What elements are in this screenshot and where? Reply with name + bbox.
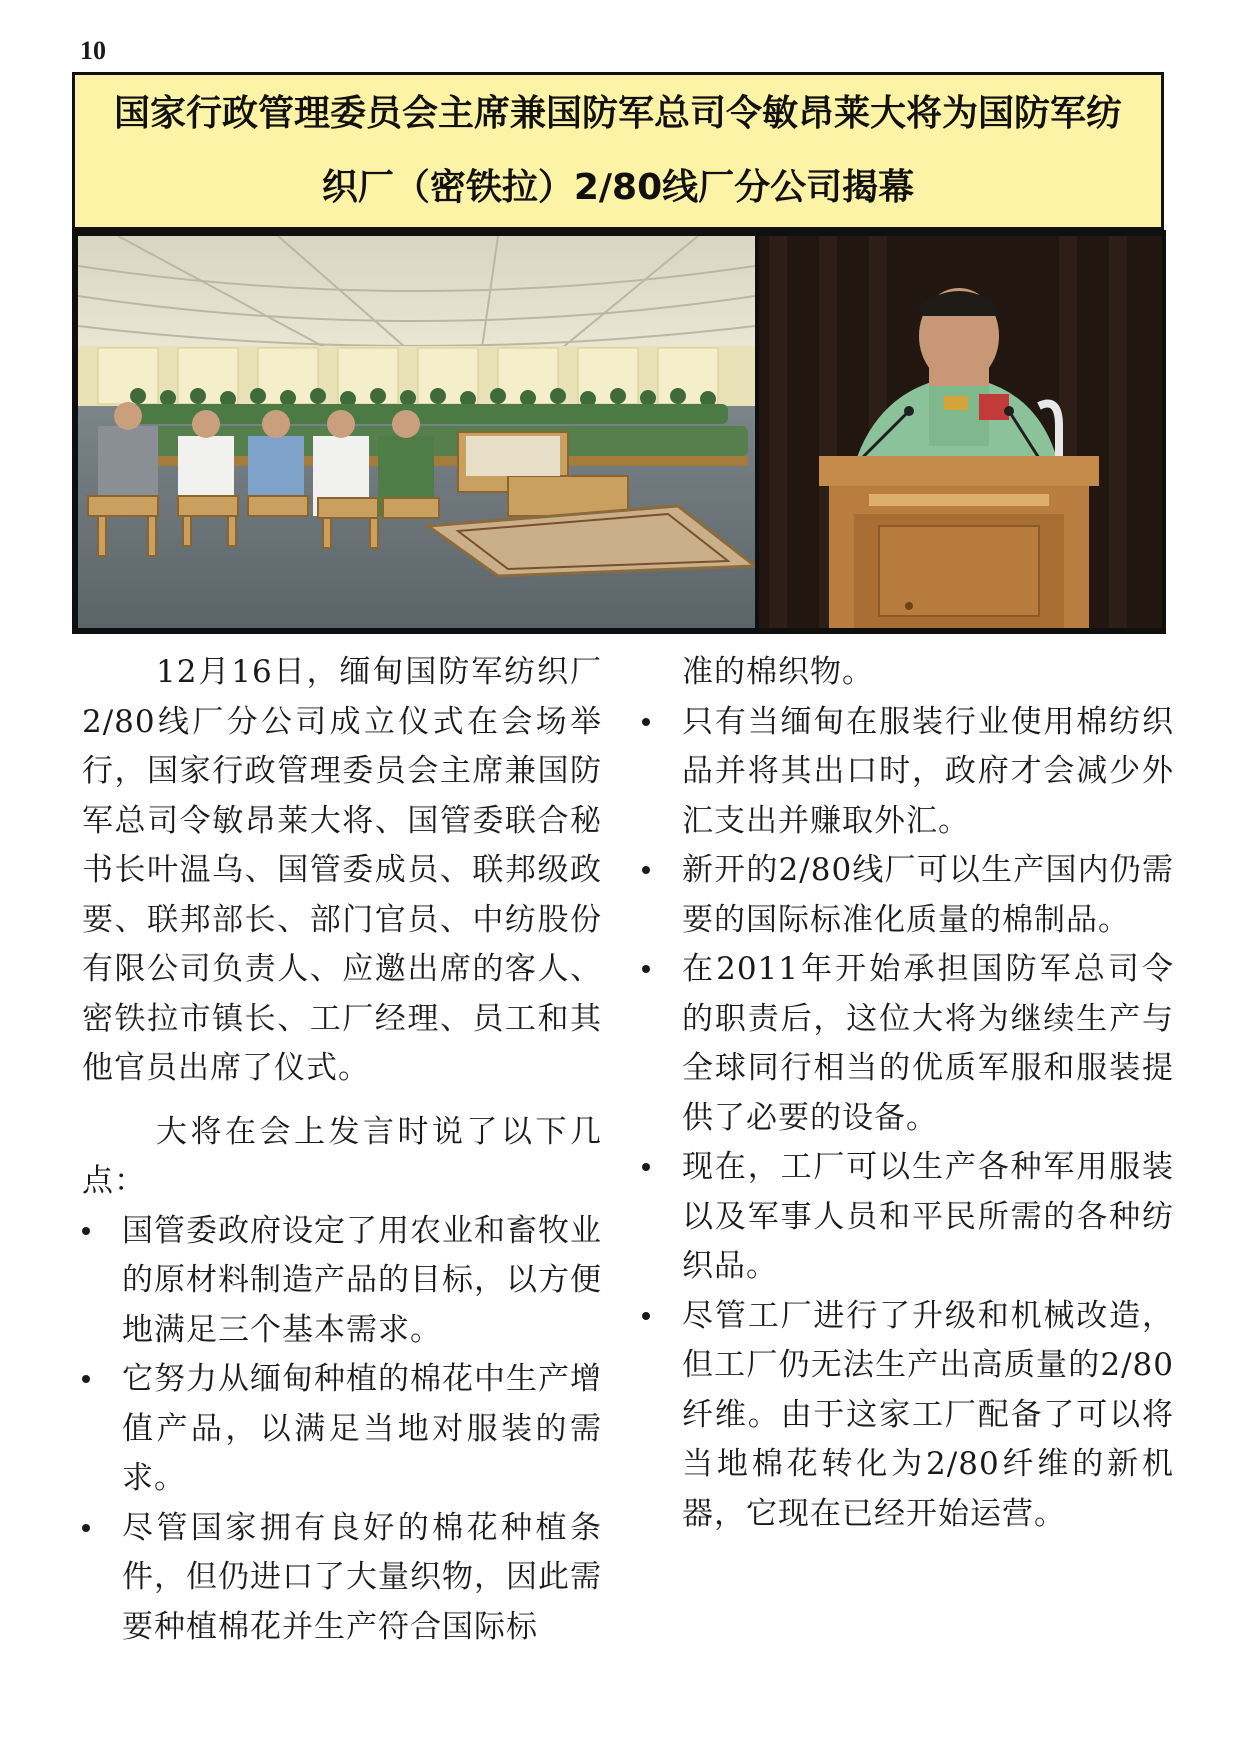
bullet-icon [642,1163,650,1171]
article-left-column [82,648,602,1652]
list-item: 新开的2/80线厂可以生产国内仍需要的国际标准化质量的棉制品。 [642,846,1174,945]
article-lead: 大将在会上发言时说了以下几点： [82,1113,602,1199]
bullet-icon [642,965,650,973]
headline-line-2: 织厂（密铁拉）2/80线厂分公司揭幕 [321,167,915,208]
photo-strip [72,230,1166,634]
bullet-icon [642,866,650,874]
bullet-icon [642,718,650,726]
bullet-list-left [82,1207,602,1653]
bullet-icon [82,1524,90,1532]
bullet-icon [642,1312,650,1320]
headline [114,77,1122,225]
list-item: 在2011年开始承担国防军总司令的职责后，这位大将为继续生产与全球同行相当的优质军服和服装提供了必要的设备。 [642,945,1174,1143]
bullet-list-right [642,698,1174,1540]
list-item: 现在，工厂可以生产各种军用服装以及军事人员和平民所需的各种纺织品。 [642,1143,1174,1292]
list-item: 只有当缅甸在服装行业使用棉纺织品并将其出口时，政府才会减少外汇支出并赚取外汇。 [642,698,1174,847]
headline-box [72,72,1164,230]
page-number: 10 [80,36,106,65]
list-item: 国管委政府设定了用农业和畜牧业的原材料制造产品的目标，以方便地满足三个基本需求。 [82,1207,602,1356]
ceremony-hall-photo [78,236,755,628]
list-item: 它努力从缅甸种植的棉花中生产增值产品，以满足当地对服装的需求。 [82,1355,602,1504]
headline-line-1: 国家行政管理委员会主席兼国防军总司令敏昂莱大将为国防军纺 [113,93,1122,134]
list-item: 尽管国家拥有良好的棉花种植条件，但仍进口了大量织物，因此需要种植棉花并生产符合国际标 [82,1504,602,1653]
bullet-continuation: 准的棉织物。 [682,654,874,690]
list-item: 尽管工厂进行了升级和机械改造，但工厂仍无法生产出高质量的2/80纤维。由于这家工厂配备了可以将当地棉花转化为2/80纤维的新机器，它现在已经开始运营。 [642,1292,1174,1540]
speaker-podium-photo [759,236,1162,628]
bullet-icon [82,1227,90,1235]
article-intro: 12月16日，缅甸国防军纺织厂2/80线厂分公司成立仪式在会场举行，国家行政管理委员会主席兼国防军总司令敏昂莱大将、国管委联合秘书长叶温乌、国管委成员、联邦级政要、联邦部长、部门官员、中纺股份有限公司负责人、应邀出席的客人、密铁拉市镇长、工厂经理、员工和其他官员出席了仪式。 [82,654,602,1086]
article-right-column [642,648,1174,1539]
bullet-icon [82,1375,90,1383]
